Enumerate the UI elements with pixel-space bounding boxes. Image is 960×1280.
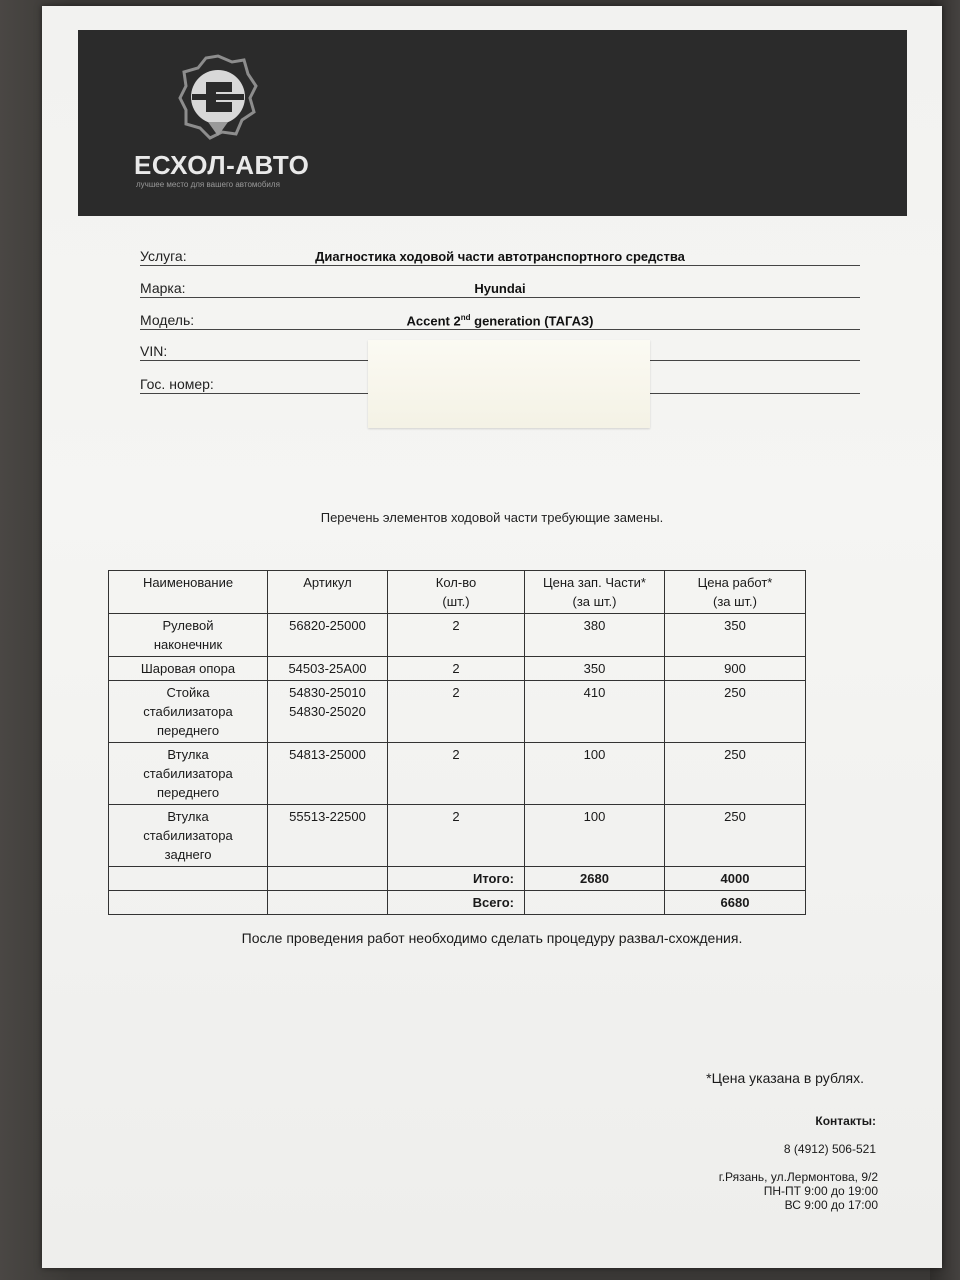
cell-name: Втулка стабилизатора переднего: [109, 743, 268, 805]
totals-parts: 2680: [525, 867, 665, 891]
table-row: [109, 657, 806, 681]
field-make: [140, 274, 860, 298]
totals-row: [109, 867, 806, 891]
cell-name: Шаровая опора: [109, 657, 268, 681]
field-service-label: Услуга:: [140, 248, 187, 264]
contacts-hours-sunday: ВС 9:00 до 17:00: [784, 1198, 878, 1212]
field-underline: [140, 265, 860, 266]
cell-article: 54503-25A00: [268, 657, 388, 681]
price-currency-note: *Цена указана в рублях.: [706, 1070, 864, 1086]
cell-name: Рулевой наконечник: [109, 614, 268, 657]
field-model-label: Модель:: [140, 312, 195, 328]
document-page: [42, 6, 942, 1268]
field-service: [140, 242, 860, 266]
cell-qty: 2: [388, 681, 525, 743]
brand-name: ЕСХОЛ-АВТО: [134, 150, 310, 180]
totals-label: Итого:: [388, 867, 525, 891]
field-make-label: Марка:: [140, 280, 186, 296]
field-plate-label: Гос. номер:: [140, 376, 214, 392]
grand-total-label: Всего:: [388, 891, 525, 915]
cell-work-price: 250: [665, 743, 806, 805]
section-heading: Перечень элементов ходовой части требующие замены.: [320, 510, 664, 525]
field-service-value: Диагностика ходовой части автотранспортного средства: [315, 249, 685, 264]
contacts-address: г.Рязань, ул.Лермонтова, 9/2: [718, 1170, 878, 1184]
header-qty: Кол-во (шт.): [388, 571, 525, 614]
header-article: Артикул: [268, 571, 388, 614]
contacts-phone: 8 (4912) 506-521: [783, 1142, 876, 1156]
field-underline: [140, 329, 860, 330]
cell-parts-price: 100: [525, 743, 665, 805]
table-row: [109, 614, 806, 657]
contacts-address-block: [719, 1170, 878, 1212]
field-model-value: Accent 2nd generation (ТАГАЗ): [406, 312, 594, 328]
grand-total-row: [109, 891, 806, 915]
cell-qty: 2: [388, 657, 525, 681]
field-vin-label: VIN:: [140, 343, 168, 359]
cell-parts-price: 350: [525, 657, 665, 681]
header-parts-price: Цена зап. Части* (за шт.): [525, 571, 665, 614]
cell-work-price: 250: [665, 805, 806, 867]
cell-work-price: 350: [665, 614, 806, 657]
contacts-hours-weekdays: ПН-ПТ 9:00 до 19:00: [763, 1184, 878, 1198]
cell-work-price: 250: [665, 681, 806, 743]
cell-name: Втулка стабилизатора заднего: [109, 805, 268, 867]
contacts-heading: Контакты:: [815, 1114, 876, 1128]
header-name: Наименование: [109, 571, 268, 614]
header-banner: [78, 30, 907, 216]
field-make-value: Hyundai: [474, 281, 526, 296]
alignment-note: После проведения работ необходимо сделать процедуру развал-схождения.: [241, 930, 743, 946]
totals-work: 4000: [665, 867, 806, 891]
cell-parts-price: 410: [525, 681, 665, 743]
parts-table: [108, 570, 806, 915]
cell-parts-price: 100: [525, 805, 665, 867]
field-model: [140, 306, 860, 330]
grand-total-value: 6680: [665, 891, 806, 915]
field-underline: [140, 297, 860, 298]
cell-article: 54830-25010 54830-25020: [268, 681, 388, 743]
table-row: [109, 805, 806, 867]
cell-qty: 2: [388, 805, 525, 867]
header-work-price: Цена работ* (за шт.): [665, 571, 806, 614]
cell-qty: 2: [388, 743, 525, 805]
redaction-sticker: [368, 340, 650, 428]
table-row: [109, 743, 806, 805]
cell-qty: 2: [388, 614, 525, 657]
cell-article: 55513-22500: [268, 805, 388, 867]
table-header-row: [109, 571, 806, 614]
cell-name: Стойка стабилизатора переднего: [109, 681, 268, 743]
gear-wrench-logo-icon: [178, 52, 258, 142]
cell-article: 56820-25000: [268, 614, 388, 657]
brand-tagline: лучшее место для вашего автомобиля: [136, 180, 280, 189]
cell-parts-price: 380: [525, 614, 665, 657]
cell-work-price: 900: [665, 657, 806, 681]
table-row: [109, 681, 806, 743]
cell-article: 54813-25000: [268, 743, 388, 805]
